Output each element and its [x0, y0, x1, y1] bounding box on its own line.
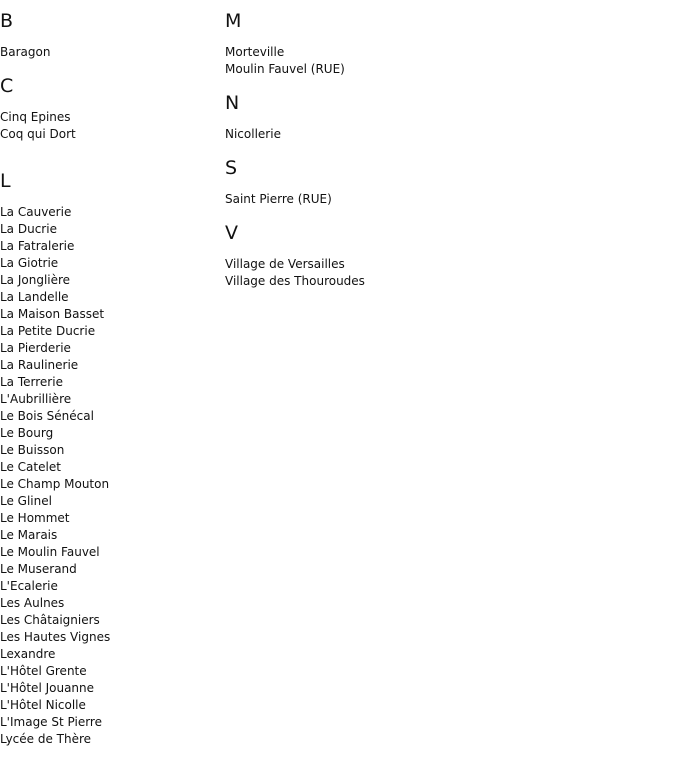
place-item[interactable]: Le Marais [0, 528, 58, 542]
place-item[interactable]: L'Image St Pierre [0, 715, 102, 729]
place-item[interactable]: La Pierderie [0, 341, 71, 355]
place-item[interactable]: L'Hôtel Grente [0, 664, 87, 678]
place-list-v [225, 256, 665, 290]
letter-heading-b: B [0, 10, 14, 32]
letter-heading-c: C [0, 75, 14, 97]
right-column [225, 0, 665, 290]
group-b [0, 9, 220, 61]
place-item[interactable]: Coq qui Dort [0, 127, 76, 141]
place-item[interactable]: La Raulinerie [0, 358, 79, 372]
place-item[interactable]: La Terrerie [0, 375, 63, 389]
place-item[interactable]: Le Catelet [0, 460, 61, 474]
place-item[interactable]: Le Bourg [0, 426, 54, 440]
place-item[interactable]: Lexandre [0, 647, 56, 661]
place-item[interactable]: Saint Pierre (RUE) [225, 192, 332, 206]
place-item[interactable]: Le Buisson [0, 443, 65, 457]
place-list-s [225, 191, 665, 208]
letter-heading-v: V [225, 222, 238, 244]
place-item[interactable]: La Fatralerie [0, 239, 75, 253]
place-item[interactable]: Les Aulnes [0, 596, 65, 610]
place-item[interactable]: La Giotrie [0, 256, 59, 270]
place-item[interactable]: Le Hommet [0, 511, 70, 525]
place-item[interactable]: Morteville [225, 45, 285, 59]
place-item[interactable]: La Petite Ducrie [0, 324, 96, 338]
left-column [0, 0, 220, 748]
place-item[interactable]: La Landelle [0, 290, 69, 304]
place-item[interactable]: L'Hôtel Jouanne [0, 681, 95, 695]
group-m [225, 9, 665, 78]
place-item[interactable]: Les Hautes Vignes [0, 630, 111, 644]
place-item[interactable]: Le Glinel [0, 494, 52, 508]
place-list-l [0, 204, 220, 748]
place-item[interactable]: La Maison Basset [0, 307, 105, 321]
place-item[interactable]: L'Ecalerie [0, 579, 58, 593]
place-item[interactable]: La Ducrie [0, 222, 57, 236]
place-item[interactable]: Lycée de Thère [0, 732, 92, 746]
place-item[interactable]: Le Muserand [0, 562, 77, 576]
letter-heading-l: L [0, 170, 11, 192]
place-item[interactable]: L'Hôtel Nicolle [0, 698, 86, 712]
group-l [0, 169, 220, 748]
letter-heading-m: M [225, 10, 242, 32]
place-item[interactable]: Baragon [0, 45, 51, 59]
place-list-b [0, 44, 220, 61]
group-s [225, 156, 665, 208]
group-n [225, 91, 665, 143]
place-item[interactable]: Le Moulin Fauvel [0, 545, 100, 559]
place-item[interactable]: L'Aubrillière [0, 392, 72, 406]
place-item[interactable]: Le Bois Sénécal [0, 409, 94, 423]
group-c [0, 74, 220, 143]
letter-heading-n: N [225, 92, 240, 114]
place-list-n [225, 126, 665, 143]
place-list-c [0, 109, 220, 143]
place-item[interactable]: La Cauverie [0, 205, 72, 219]
place-item[interactable]: Nicollerie [225, 127, 281, 141]
place-item[interactable]: Moulin Fauvel (RUE) [225, 62, 345, 76]
place-item[interactable]: Village des Thouroudes [225, 274, 365, 288]
place-list-m [225, 44, 665, 78]
place-item[interactable]: La Jonglière [0, 273, 71, 287]
place-item[interactable]: Les Châtaigniers [0, 613, 100, 627]
place-item[interactable]: Le Champ Mouton [0, 477, 110, 491]
letter-heading-s: S [225, 157, 238, 179]
place-item[interactable]: Village de Versailles [225, 257, 345, 271]
place-item[interactable]: Cinq Epines [0, 110, 71, 124]
group-v [225, 221, 665, 290]
